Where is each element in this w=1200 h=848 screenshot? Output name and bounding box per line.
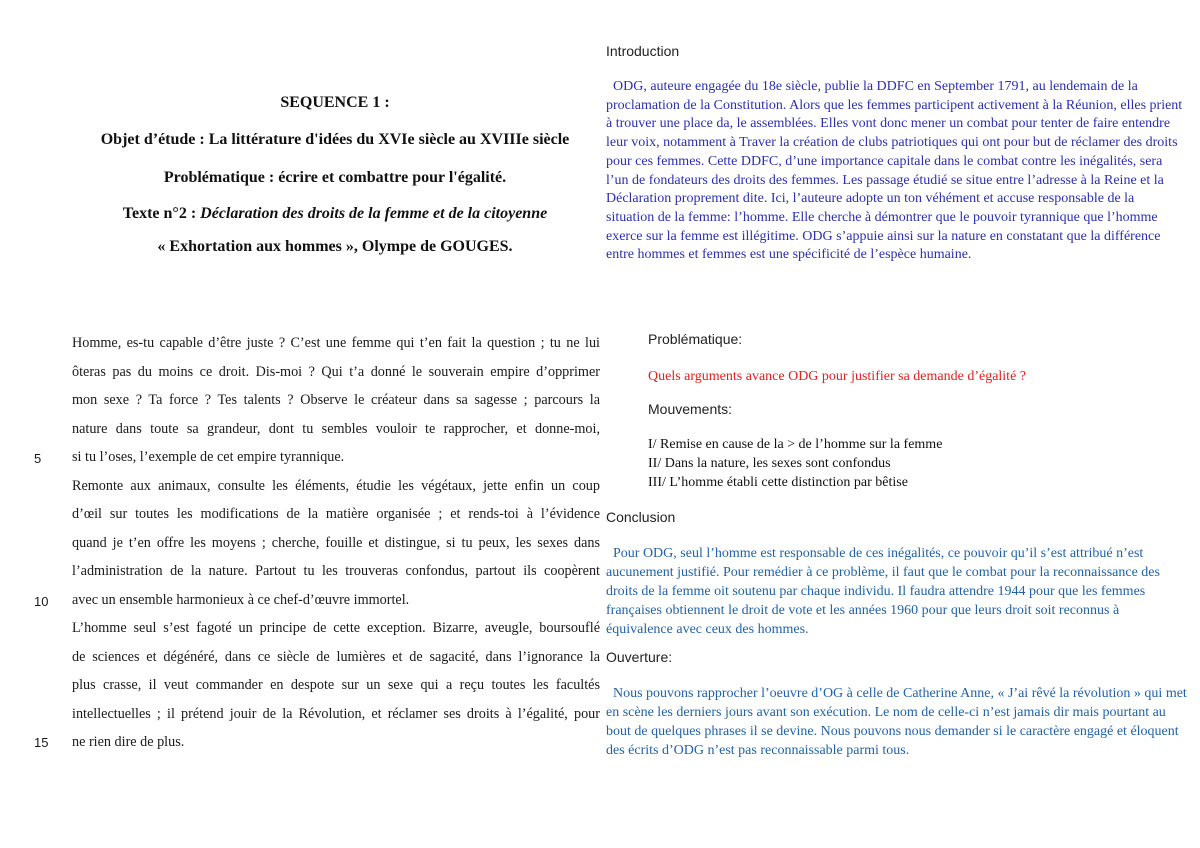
ouverture-text: Nous pouvons rapprocher l’oeuvre d’OG à celle de Catherine Anne, « J’ai rêvé la révolution » qui met en scène les derniers jours avant son exécution. Le nom de celle-ci n’est jamais dir mais pourtant au bout de quelques phrases il se devine. Nous pouvons nous demander si le caractère engagé et éloquent des écrits d’ODG n’est pas reconnaissable parmi tous. — [606, 686, 1191, 758]
passage-line: ôteras pas du moins ce droit. Dis-moi ? Qui t’a donné le souverain empire d’opprimer — [72, 363, 600, 380]
mouvement-item: II/ Dans la nature, les sexes sont confondus — [648, 456, 891, 471]
passage-line: nature dans toute sa grandeur, dont tu sembles vouloir te rapprocher, et donne-moi, — [72, 420, 600, 437]
texte-work-title: Déclaration des droits de la femme et de la citoyenne — [200, 205, 548, 222]
passage-line: plus crasse, il veut commander en despote sur un sexe qui a reçu toutes les facultés — [72, 677, 600, 693]
passage-line: L’homme seul s’est fagoté un principe de cette exception. Bizarre, aveugle, boursouflé — [72, 620, 600, 636]
passage-line: intellectuelles ; il prétend jouir de la Révolution, et réclamer ses droits à l’égalité, pour — [72, 705, 600, 722]
mouvement-item: I/ Remise en cause de la > de l’homme sur la femme — [648, 437, 943, 452]
introduction-heading: Introduction — [606, 43, 680, 59]
conclusion-text: Pour ODG, seul l’homme est responsable de ces inégalités, ce pouvoir qu’il s’est attribué n’est aucunement justifié. Pour remédier à ce problème, il faut que le combat pour la reconnaissance des droits de la femme oit soutenu par chaque individu. Il faudra attendre 1944 pour que les femmes françaises obtiennent le droit de vote et les années 1960 pour que leurs droit soit reconnus à équivalence avec ceux des hommes. — [606, 546, 1164, 637]
line-number: 10 — [34, 594, 49, 609]
ouverture-heading: Ouverture: — [606, 649, 673, 665]
texte-title — [60, 205, 610, 223]
passage-line: mon sexe ? Ta force ? Tes talents ? Observe le créateur dans sa sagesse ; parcours la — [72, 392, 600, 408]
passage-line: quand je t’en offre les moyens ; cherche, fouille et distingue, si tu peux, les sexes dans — [72, 534, 600, 551]
passage-line: l’administration de la nature. Partout tu les trouveras confondus, partout ils coopèrent — [72, 563, 600, 579]
passage-line: si tu l’oses, l’exemple de cet empire tyrannique. — [72, 449, 345, 465]
line-number: 5 — [34, 451, 42, 466]
passage-line: ne rien dire de plus. — [72, 734, 185, 750]
mouvement-item: III/ L’homme établi cette distinction par bêtise — [648, 475, 908, 490]
texte-prefix: Texte n°2 : — [122, 205, 201, 222]
problematique-question: Quels arguments avance ODG pour justifier sa demande d’égalité ? — [648, 369, 1026, 384]
mouvements-heading: Mouvements: — [648, 401, 733, 417]
conclusion-heading: Conclusion — [606, 509, 676, 525]
passage-line: Homme, es-tu capable d’être juste ? C’est une femme qui t’en fait la question ; tu ne lui — [72, 335, 600, 351]
sequence-title: SEQUENCE 1 : — [280, 94, 390, 111]
objet-etude: Objet d’étude : La littérature d'idées du XVIe siècle au XVIIIe siècle — [100, 131, 570, 148]
passage-line: Remonte aux animaux, consulte les éléments, étudie les végétaux, jette enfin un coup — [72, 477, 600, 494]
exhortation-title: « Exhortation aux hommes », Olympe de GOUGES. — [157, 238, 513, 255]
passage-line: d’œil sur toutes les modifications de la matière organisée ; et rends-toi à l’évidence — [72, 506, 600, 522]
passage-line: avec un ensemble harmonieux à ce chef-d’œuvre immortel. — [72, 591, 410, 608]
passage-line: de sciences et dégénéré, dans ce siècle de lumières et de sagacité, dans l’ignorance la — [72, 648, 600, 665]
introduction-text: ODG, auteure engagée du 18e siècle, publie la DDFC en September 1791, au lendemain de la proclamation de la Constitution. Alors que les femmes participent activement à la Réunion, elles prient à trouver une place da, le assemblées. Elles vont donc mener un combat pour tenter de faire entendre leur voix, notamment à Traver la création de clubs patriotiques qui ont pour but de réclamer des droits pour ces femmes. Cette DDFC, d’une importance capitale dans le combat contre les inégalités, sera l’un de fondateurs des droits des femmes. Les passage étudié se situe entre l’adresse à la Reine et la Déclaration proprement dite. Ici, l’auteure adopte un ton véhément et accuse responsable de la situation de la femme: l’homme. Elle cherche à démontrer que le pouvoir tyrannique que l’homme exerce sur la femme est illégitime. ODG s’appuie ainsi sur la nature en constatant que la différence entre hommes et femmes est une spécificité de l’espèce humaine. — [606, 79, 1186, 263]
problematique-label: Problématique: — [648, 331, 743, 347]
line-number: 15 — [34, 735, 49, 750]
problematique-heading: Problématique : écrire et combattre pour l'égalité. — [163, 169, 507, 186]
